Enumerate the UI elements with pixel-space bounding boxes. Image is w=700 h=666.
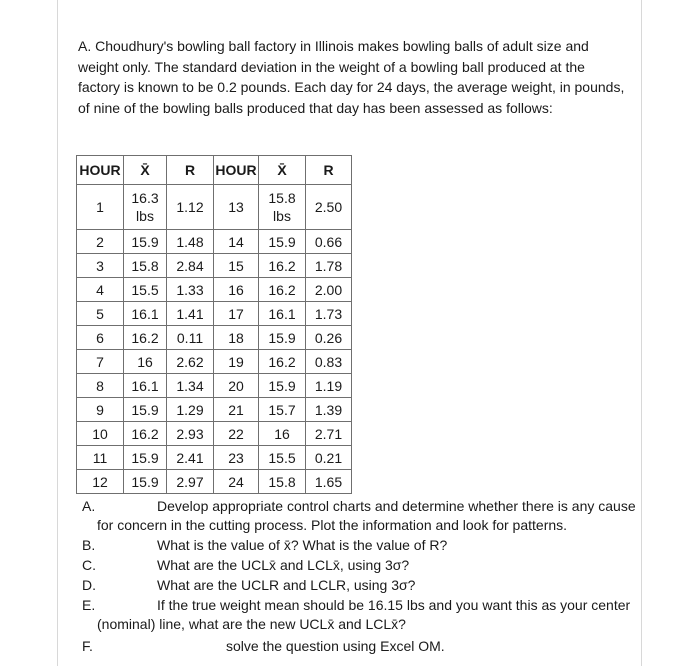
data-table (76, 155, 352, 494)
cell-r-1: 1.12 (167, 185, 214, 230)
cell-hour-1: 5 (77, 302, 124, 326)
cell-xbar-2: 15.8 lbs (259, 185, 306, 230)
table-row (77, 185, 352, 230)
cell-r-2: 1.65 (306, 470, 352, 494)
cell-r-1: 1.33 (167, 278, 214, 302)
cell-xbar-1: 16.2 (124, 326, 167, 350)
cell-r-2: 1.73 (306, 302, 352, 326)
cell-xbar-1: 15.9 (124, 470, 167, 494)
question-c-letter: C. (82, 557, 96, 573)
header-xbar-2: X̄ (259, 156, 306, 185)
question-f-letter: F. (82, 638, 93, 654)
cell-xbar-1: 16.2 (124, 422, 167, 446)
table-row (77, 350, 352, 374)
table-row (77, 422, 352, 446)
cell-hour-2: 16 (214, 278, 259, 302)
cell-xbar-2: 16.1 (259, 302, 306, 326)
table-row (77, 470, 352, 494)
cell-xbar-2: 16.2 (259, 254, 306, 278)
cell-r-2: 2.00 (306, 278, 352, 302)
cell-xbar-1: 16.1 (124, 374, 167, 398)
table-row (77, 374, 352, 398)
question-a-text-line1: Develop appropriate control charts and determine whether there is any cause (157, 498, 636, 514)
table-row (77, 302, 352, 326)
question-b-text: What is the value of x̄? What is the value of R? (157, 537, 448, 553)
cell-r-2: 0.21 (306, 446, 352, 470)
cell-hour-2: 14 (214, 230, 259, 254)
question-a-text-line2: for concern in the cutting process. Plot the information and look for patterns. (97, 517, 568, 533)
cell-hour-1: 4 (77, 278, 124, 302)
cell-xbar-1: 16 (124, 350, 167, 374)
table-row (77, 254, 352, 278)
cell-r-2: 0.83 (306, 350, 352, 374)
cell-r-2: 2.50 (306, 185, 352, 230)
table-row (77, 398, 352, 422)
cell-r-2: 1.19 (306, 374, 352, 398)
cell-r-2: 1.39 (306, 398, 352, 422)
cell-hour-1: 10 (77, 422, 124, 446)
question-a-letter: A. (82, 498, 96, 514)
question-e-text-line2: (nominal) line, what are the new UCLx̄ and LCLx̄? (97, 616, 406, 632)
header-r-2: R (306, 156, 352, 185)
cell-xbar-2: 15.9 (259, 374, 306, 398)
header-hour-2: HOUR (214, 156, 259, 185)
cell-r-2: 0.66 (306, 230, 352, 254)
header-r-1: R (167, 156, 214, 185)
cell-xbar-2: 15.7 (259, 398, 306, 422)
cell-r-1: 0.11 (167, 326, 214, 350)
cell-hour-2: 19 (214, 350, 259, 374)
cell-r-2: 1.78 (306, 254, 352, 278)
cell-hour-2: 17 (214, 302, 259, 326)
cell-hour-1: 1 (77, 185, 124, 230)
cell-xbar-2: 15.9 (259, 230, 306, 254)
cell-r-2: 0.26 (306, 326, 352, 350)
cell-r-1: 2.97 (167, 470, 214, 494)
table-header-row (77, 156, 352, 185)
cell-xbar-2: 15.9 (259, 326, 306, 350)
cell-hour-1: 8 (77, 374, 124, 398)
cell-hour-2: 23 (214, 446, 259, 470)
question-b-letter: B. (82, 537, 96, 553)
question-c-text: What are the UCLx̄ and LCLx̄, using 3σ? (157, 557, 410, 573)
cell-hour-2: 13 (214, 185, 259, 230)
table-row (77, 446, 352, 470)
cell-xbar-2: 16 (259, 422, 306, 446)
cell-xbar-2: 15.5 (259, 446, 306, 470)
question-d-letter: D. (82, 577, 96, 593)
cell-r-1: 2.41 (167, 446, 214, 470)
cell-r-1: 1.48 (167, 230, 214, 254)
cell-hour-1: 3 (77, 254, 124, 278)
cell-xbar-1: 15.9 (124, 230, 167, 254)
cell-hour-2: 15 (214, 254, 259, 278)
cell-r-1: 2.93 (167, 422, 214, 446)
cell-hour-1: 12 (77, 470, 124, 494)
cell-hour-2: 20 (214, 374, 259, 398)
cell-xbar-2: 16.2 (259, 350, 306, 374)
cell-r-2: 2.71 (306, 422, 352, 446)
cell-hour-1: 9 (77, 398, 124, 422)
table-row (77, 278, 352, 302)
cell-xbar-2: 15.8 (259, 470, 306, 494)
question-d-text: What are the UCLR and LCLR, using 3σ? (157, 577, 416, 593)
cell-r-1: 2.62 (167, 350, 214, 374)
question-f-text: solve the question using Excel OM. (226, 638, 445, 654)
cell-hour-1: 6 (77, 326, 124, 350)
cell-r-1: 1.29 (167, 398, 214, 422)
cell-r-1: 2.84 (167, 254, 214, 278)
cell-hour-1: 2 (77, 230, 124, 254)
table-row (77, 230, 352, 254)
problem-intro: A. Choudhury's bowling ball factory in Illinois makes bowling balls of adult size and weight only. The standard deviation in the weight of a bowling ball produced at the factory is known to be 0.2 pounds. Each day for 24 days, the average weight, in pounds, of nine of the bowling balls produced that day has been assessed as follows: (78, 38, 625, 116)
cell-hour-1: 7 (77, 350, 124, 374)
cell-hour-2: 22 (214, 422, 259, 446)
cell-xbar-1: 16.3 lbs (124, 185, 167, 230)
question-e-letter: E. (82, 597, 96, 613)
cell-hour-2: 24 (214, 470, 259, 494)
cell-xbar-1: 15.8 (124, 254, 167, 278)
cell-xbar-1: 16.1 (124, 302, 167, 326)
table-row (77, 326, 352, 350)
header-hour-1: HOUR (77, 156, 124, 185)
cell-hour-1: 11 (77, 446, 124, 470)
question-e-text-line1: If the true weight mean should be 16.15 lbs and you want this as your center (157, 597, 631, 613)
cell-r-1: 1.41 (167, 302, 214, 326)
cell-xbar-1: 15.9 (124, 398, 167, 422)
cell-hour-2: 18 (214, 326, 259, 350)
cell-xbar-1: 15.5 (124, 278, 167, 302)
cell-r-1: 1.34 (167, 374, 214, 398)
cell-hour-2: 21 (214, 398, 259, 422)
header-xbar-1: X̄ (124, 156, 167, 185)
cell-xbar-1: 15.9 (124, 446, 167, 470)
cell-xbar-2: 16.2 (259, 278, 306, 302)
